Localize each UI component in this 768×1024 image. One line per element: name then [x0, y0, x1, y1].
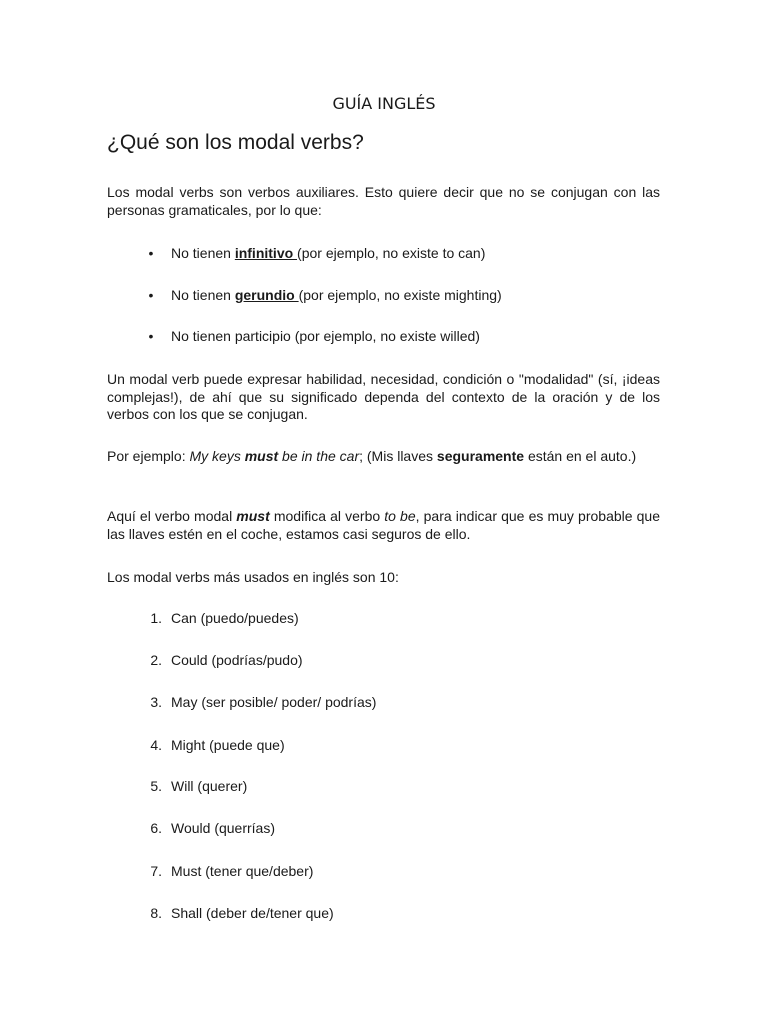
list-number: 7.	[150, 863, 162, 879]
list-item-text: May (ser posible/ poder/ podrías)	[171, 694, 377, 710]
modal-description-paragraph: Un modal verb puede expresar habilidad, necesidad, condición o "modalidad" (sí, ¡ideas complejas!), de ahí que su significado dependa del contexto de la oración y de los verbos con los que se conjugan.	[107, 371, 660, 422]
document-title: GUÍA INGLÉS	[332, 94, 436, 113]
bullet-text	[171, 245, 485, 263]
bullet-suffix: (por ejemplo, no existe to can)	[297, 245, 486, 261]
list-number: 5.	[150, 778, 162, 794]
example-paragraph	[107, 448, 660, 466]
list-item-text: Might (puede que)	[171, 737, 285, 753]
example-translation: ; (Mis llaves	[359, 448, 437, 464]
list-item-text: Shall (deber de/tener que)	[171, 905, 334, 921]
list-item-text: Would (querrías)	[171, 820, 276, 836]
intro-paragraph: Los modal verbs son verbos auxiliares. Esto quiere decir que no se conjugan con las personas gramaticales, por lo que:	[107, 184, 660, 218]
explanation-paragraph	[107, 508, 660, 543]
bullet-icon: •	[148, 245, 154, 261]
list-item-text: Can (puedo/puedes)	[171, 610, 299, 626]
bullet-term: infinitivo	[234, 245, 298, 261]
section-heading: ¿Qué son los modal verbs?	[107, 131, 364, 154]
bullet-icon: •	[148, 287, 154, 303]
bullet-text: No tienen participio (por ejemplo, no existe willed)	[171, 328, 480, 344]
bullet-suffix: (por ejemplo, no existe mighting)	[298, 287, 502, 303]
list-intro-paragraph: Los modal verbs más usados en inglés son 10:	[107, 569, 399, 585]
list-number: 6.	[150, 820, 162, 836]
example-adverb: seguramente	[436, 448, 525, 464]
bullet-prefix: No tienen	[171, 245, 235, 261]
example-modal: must	[244, 448, 279, 464]
list-item-text: Will (querer)	[171, 778, 248, 794]
explanation-modal: must	[236, 508, 270, 524]
explanation-verb: to be	[384, 508, 416, 524]
list-item-text: Could (podrías/pudo)	[171, 652, 303, 668]
explanation-tail: , para indicar que es muy probable que las llaves estén en el coche, estamos casi seguros de ello.	[107, 508, 661, 542]
bullet-icon: •	[148, 328, 154, 344]
list-number: 4.	[150, 737, 162, 753]
explanation-lead: Aquí el verbo modal	[107, 508, 237, 524]
example-translation-end: están en el auto.)	[524, 448, 637, 464]
list-number: 1.	[150, 610, 162, 626]
list-number: 2.	[150, 652, 162, 668]
explanation-mid: modifica al verbo	[269, 508, 385, 524]
example-phrase: be in the car	[278, 448, 360, 464]
bullet-text	[171, 287, 502, 305]
example-phrase: My keys	[189, 448, 245, 464]
list-number: 8.	[150, 905, 162, 921]
bullet-prefix: No tienen	[171, 287, 235, 303]
bullet-term: gerundio	[234, 287, 299, 303]
list-item-text: Must (tener que/deber)	[171, 863, 314, 879]
example-lead: Por ejemplo:	[107, 448, 190, 464]
list-number: 3.	[150, 694, 162, 710]
